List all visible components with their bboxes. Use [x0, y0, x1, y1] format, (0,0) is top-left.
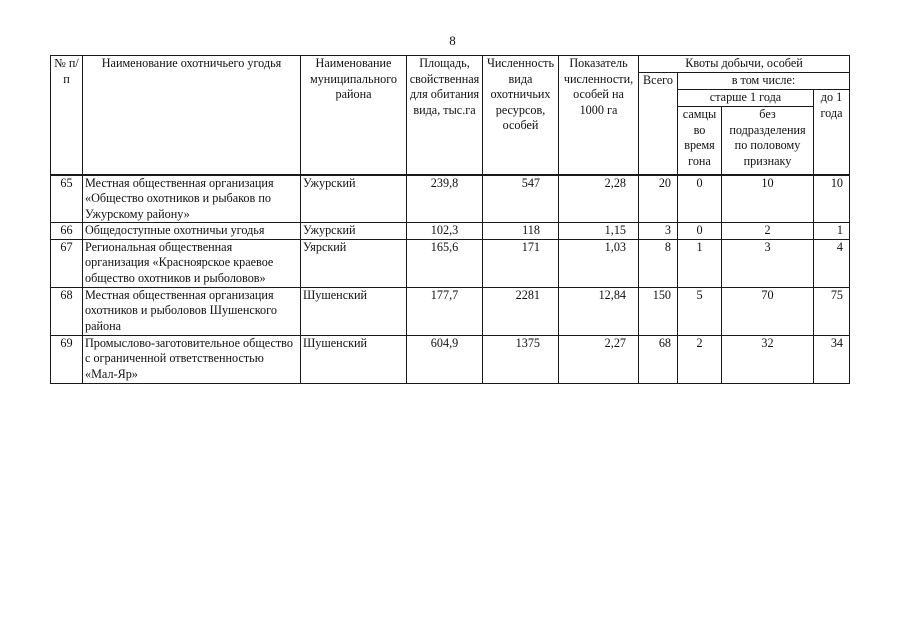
- row-under-one: 10: [814, 175, 850, 223]
- row-name: Местная общественная организация охотников и рыболовов Шушенского района: [83, 287, 301, 335]
- header-no-sex-division: без подразделения по половому признаку: [722, 107, 814, 175]
- header-name: Наименование охотничьего угодья: [83, 56, 301, 175]
- row-name: Региональная общественная организация «Красноярское краевое общество охотников и рыболовов»: [83, 239, 301, 287]
- row-area: 102,3: [407, 223, 483, 240]
- row-under-one: 1: [814, 223, 850, 240]
- table-row: [51, 239, 850, 287]
- row-males-rut: 0: [678, 175, 722, 223]
- row-total: 20: [639, 175, 678, 223]
- row-no-sex: 10: [722, 175, 814, 223]
- row-name: Общедоступные охотничьи угодья: [83, 223, 301, 240]
- row-district: Ужурский: [301, 175, 407, 223]
- row-density: 2,28: [559, 175, 639, 223]
- row-count: 1375: [483, 335, 559, 383]
- header-district: Наименование муниципального района: [301, 56, 407, 175]
- row-area: 604,9: [407, 335, 483, 383]
- hunting-quota-table: [50, 55, 850, 384]
- header-total: Всего: [639, 73, 678, 175]
- row-under-one: 4: [814, 239, 850, 287]
- row-males-rut: 0: [678, 223, 722, 240]
- header-num: № п/п: [51, 56, 83, 175]
- row-num: 68: [51, 287, 83, 335]
- row-under-one: 75: [814, 287, 850, 335]
- row-under-one: 34: [814, 335, 850, 383]
- row-count: 547: [483, 175, 559, 223]
- row-density: 1,03: [559, 239, 639, 287]
- page-number: 8: [449, 33, 456, 48]
- row-num: 66: [51, 223, 83, 240]
- row-district: Ужурский: [301, 223, 407, 240]
- row-count: 2281: [483, 287, 559, 335]
- header-males-rut: самцы во время гона: [678, 107, 722, 175]
- row-density: 2,27: [559, 335, 639, 383]
- row-no-sex: 32: [722, 335, 814, 383]
- row-no-sex: 70: [722, 287, 814, 335]
- row-density: 12,84: [559, 287, 639, 335]
- header-under-one: до 1 года: [814, 90, 850, 175]
- row-males-rut: 1: [678, 239, 722, 287]
- row-num: 67: [51, 239, 83, 287]
- row-name: Местная общественная организация «Общество охотников и рыбаков по Ужурскому району»: [83, 175, 301, 223]
- row-total: 68: [639, 335, 678, 383]
- table-row: [51, 335, 850, 383]
- table-row: [51, 223, 850, 240]
- row-count: 118: [483, 223, 559, 240]
- row-district: Уярский: [301, 239, 407, 287]
- row-total: 3: [639, 223, 678, 240]
- row-num: 65: [51, 175, 83, 223]
- row-no-sex: 2: [722, 223, 814, 240]
- row-count: 171: [483, 239, 559, 287]
- header-density: Показатель численности, особей на 1000 га: [559, 56, 639, 175]
- header-area: Площадь, свойственная для обитания вида, тыс.га: [407, 56, 483, 175]
- header-older-than-one: старше 1 года: [678, 90, 814, 107]
- row-males-rut: 2: [678, 335, 722, 383]
- row-name: Промыслово-заготовительное общество с ограниченной ответственностью «Мал-Яр»: [83, 335, 301, 383]
- row-district: Шушенский: [301, 287, 407, 335]
- header-including: в том числе:: [678, 73, 850, 90]
- row-total: 150: [639, 287, 678, 335]
- row-num: 69: [51, 335, 83, 383]
- row-area: 177,7: [407, 287, 483, 335]
- table-row: [51, 287, 850, 335]
- row-no-sex: 3: [722, 239, 814, 287]
- table-row: [51, 175, 850, 223]
- header-quotas: Квоты добычи, особей: [639, 56, 850, 73]
- row-area: 165,6: [407, 239, 483, 287]
- row-density: 1,15: [559, 223, 639, 240]
- row-area: 239,8: [407, 175, 483, 223]
- row-district: Шушенский: [301, 335, 407, 383]
- row-males-rut: 5: [678, 287, 722, 335]
- row-total: 8: [639, 239, 678, 287]
- header-count: Численность вида охотничьих ресурсов, особей: [483, 56, 559, 175]
